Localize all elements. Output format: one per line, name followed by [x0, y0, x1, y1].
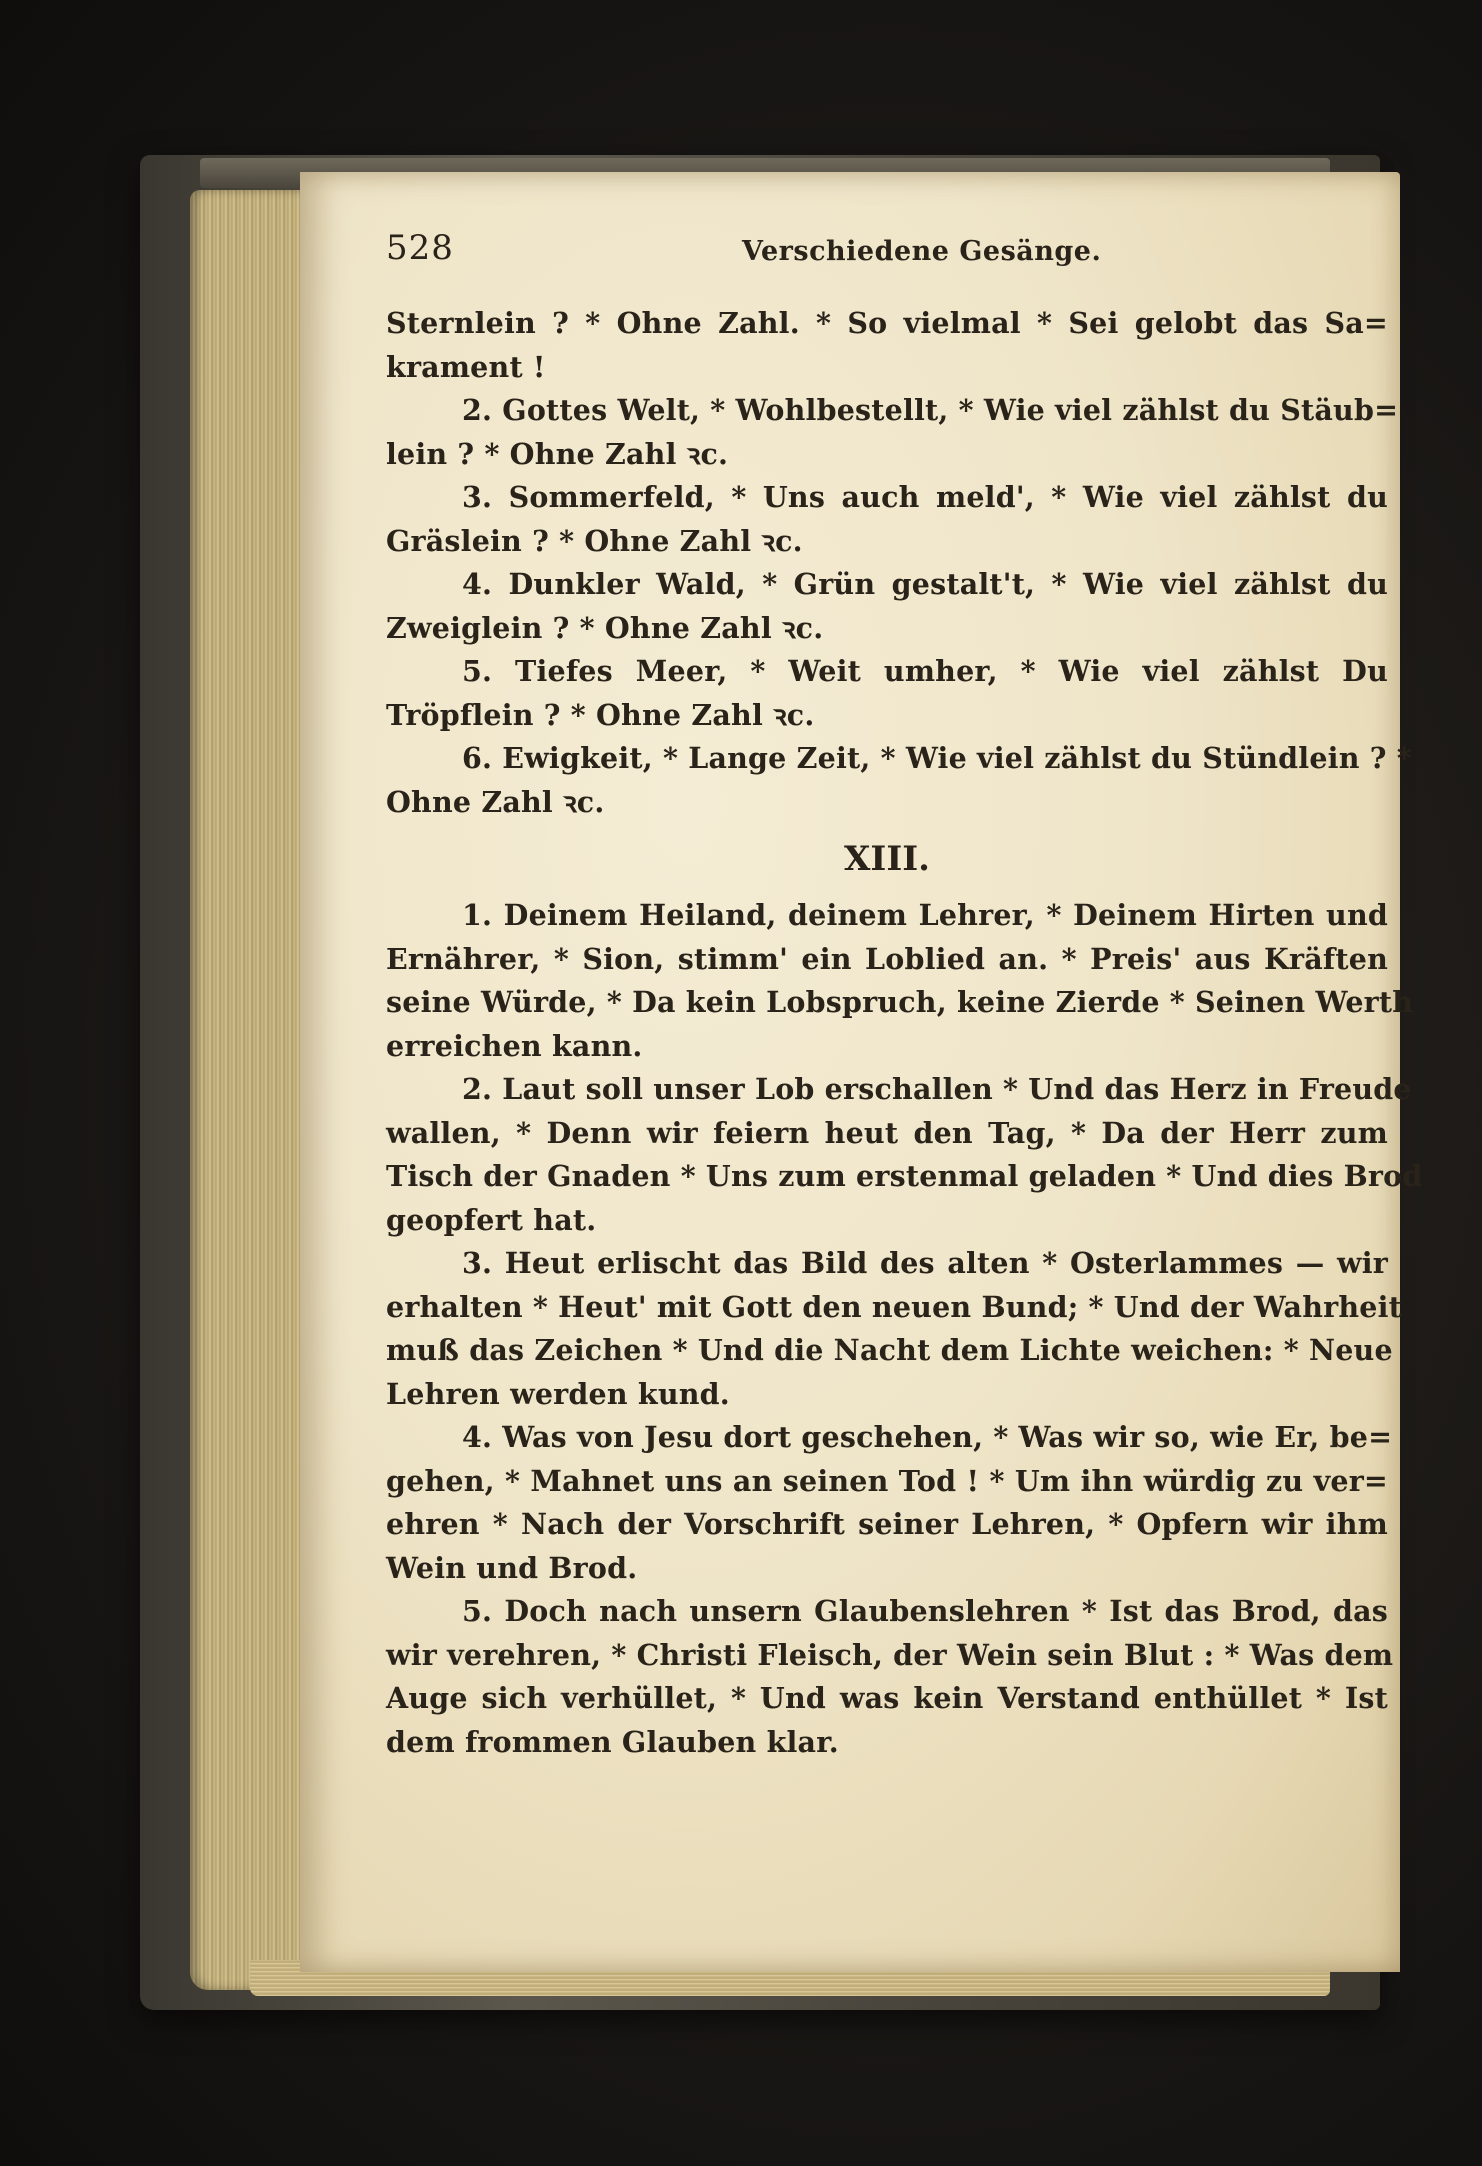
hymn-xiii: [386, 894, 1423, 1764]
text-line: 3. Sommerfeld, * Uns auch meld', * Wie viel zählst du: [462, 480, 1388, 514]
text-line: Ernährer, * Sion, stimm' ein Loblied an. * Preis' aus Kräften: [386, 941, 1388, 976]
text-line: muß das Zeichen * Und die Nacht dem Lichte weichen: * Neue: [386, 1333, 1393, 1367]
page-content: [386, 228, 1423, 1764]
text-line: 5. Tiefes Meer, * Weit umher, * Wie viel zählst Du: [462, 654, 1388, 688]
text-line: dem frommen Glauben klar.: [386, 1724, 839, 1759]
text-line: seine Würde, * Da kein Lobspruch, keine Zierde * Seinen Werth: [386, 985, 1414, 1019]
text-line: Zweiglein ? * Ohne Zahl ꝛc.: [386, 610, 824, 645]
text-line: erreichen kann.: [386, 1028, 643, 1063]
book-page: [300, 172, 1423, 1972]
hymn-xii-continued: [386, 302, 1412, 824]
text-line: wallen, * Denn wir feiern heut den Tag, * Da der Herr zum: [386, 1115, 1388, 1150]
text-line: 4. Dunkler Wald, * Grün gestalt't, * Wie viel zählst du: [462, 567, 1388, 601]
text-line: geopfert hat.: [386, 1202, 597, 1237]
text-line: Tisch der Gnaden * Uns zum erstenmal geladen * Und dies Brod: [386, 1159, 1423, 1193]
page-edges-left: [190, 190, 310, 1990]
text-line: Ohne Zahl ꝛc.: [386, 784, 605, 819]
text-line: Wein und Brod.: [386, 1550, 638, 1585]
text-line: Lehren werden kund.: [386, 1376, 730, 1411]
page-header: [386, 228, 1388, 288]
page-number: 528: [386, 228, 454, 268]
text-line: Auge sich verhüllet, * Und was kein Verstand enthüllet * Ist: [386, 1681, 1388, 1715]
text-line: 6. Ewigkeit, * Lange Zeit, * Wie viel zählst du Stündlein ? *: [462, 741, 1412, 775]
text-line: gehen, * Mahnet uns an seinen Tod ! * Um ihn würdig zu ver=: [386, 1463, 1388, 1498]
text-line: Gräslein ? * Ohne Zahl ꝛc.: [386, 523, 803, 558]
section-number: XIII.: [844, 839, 930, 879]
text-line: lein ? * Ohne Zahl ꝛc.: [386, 436, 729, 471]
text-line: Tröpflein ? * Ohne Zahl ꝛc.: [386, 697, 815, 732]
text-line: wir verehren, * Christi Fleisch, der Wein sein Blut : * Was dem: [386, 1637, 1394, 1672]
text-line: 1. Deinem Heiland, deinem Lehrer, * Deinem Hirten und: [462, 898, 1388, 932]
text-line: 2. Gottes Welt, * Wohlbestellt, * Wie viel zählst du Stäub=: [462, 393, 1399, 427]
text-line: krament !: [386, 349, 546, 384]
text-line: Sternlein ? * Ohne Zahl. * So vielmal * Sei gelobt das Sa=: [386, 306, 1388, 340]
text-line: 5. Doch nach unsern Glaubenslehren * Ist das Brod, das: [462, 1594, 1388, 1628]
text-line: 3. Heut erlischt das Bild des alten * Osterlammes — wir: [462, 1246, 1388, 1280]
text-line: 4. Was von Jesu dort geschehen, * Was wir so, wie Er, be=: [462, 1420, 1393, 1454]
text-line: 2. Laut soll unser Lob erschallen * Und das Herz in Freude: [462, 1072, 1412, 1106]
text-line: ehren * Nach der Vorschrift seiner Lehren, * Opfern wir ihm: [386, 1507, 1388, 1541]
running-head: Verschiedene Gesänge.: [742, 236, 1102, 267]
text-line: erhalten * Heut' mit Gott den neuen Bund; * Und der Wahrheit: [386, 1289, 1402, 1324]
